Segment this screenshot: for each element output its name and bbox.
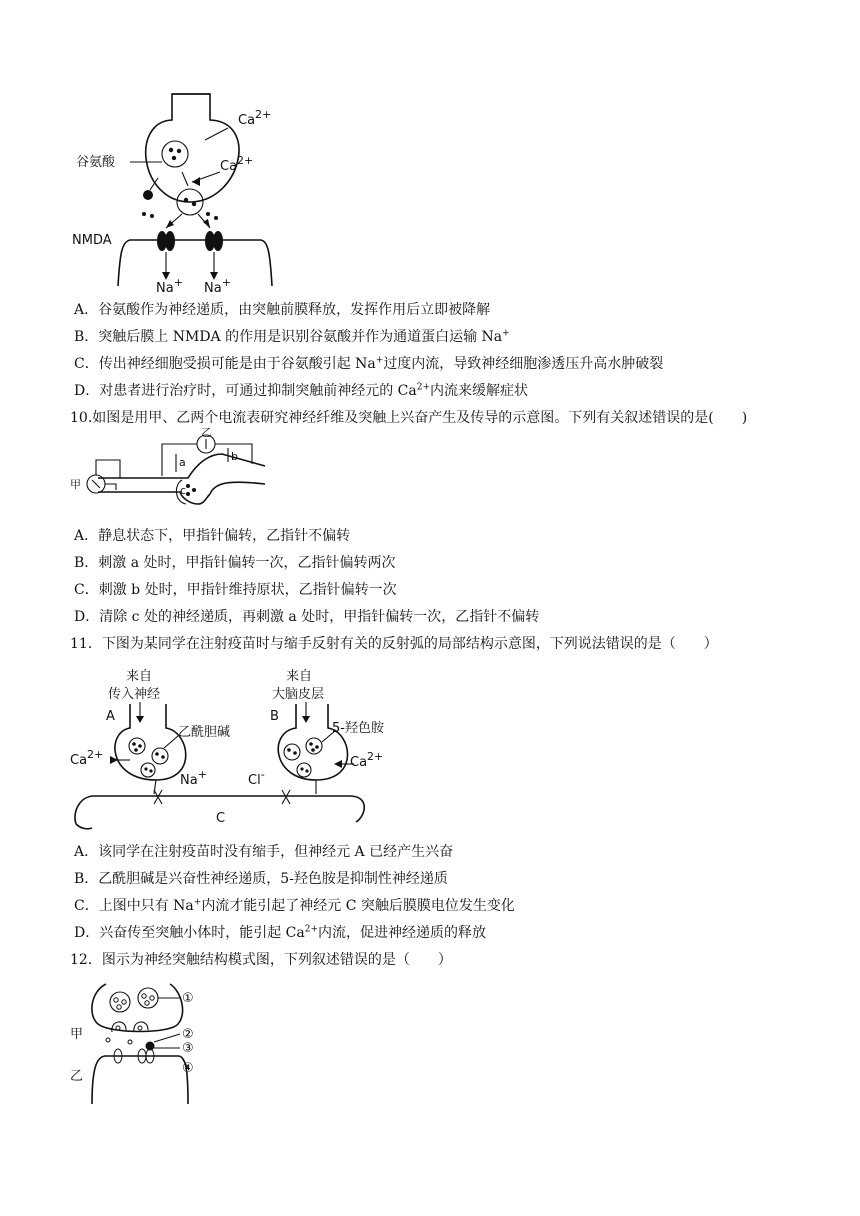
ca-label-a: $Ca^{2+}$ bbox=[70, 748, 104, 768]
cl-label: Cl- bbox=[248, 768, 265, 788]
q10-option-c: C．刺激 b 处时，甲指针维持原状，乙指针偏转一次 bbox=[74, 582, 397, 598]
nmda-label: NMDA bbox=[72, 233, 112, 248]
q10-option-d: D．清除 c 处的神经递质，再刺激 a 处时，甲指针偏转一次，乙指针不偏转 bbox=[74, 609, 540, 625]
label-1: ① bbox=[182, 991, 194, 1006]
from-a-line2: 传入神经 bbox=[108, 687, 161, 702]
label-yi: 乙 bbox=[70, 1069, 84, 1084]
label-jia: 甲 bbox=[70, 1027, 84, 1042]
q9-option-b: B．突触后膜上 NMDA 的作用是识别谷氨酸并作为通道蛋白运输 Na+ bbox=[74, 328, 510, 345]
ca-label-b: $Ca^{2+}$ bbox=[350, 750, 384, 770]
q9-option-c: C．传出神经细胞受损可能是由于谷氨酸引起 Na+过度内流，导致神经细胞渗透压升高水肿破裂 bbox=[74, 355, 664, 372]
from-b-line2: 大脑皮层 bbox=[272, 687, 325, 702]
q11-option-d: D．兴奋传至突触小体时，能引起 $Ca^{2+}$内流，促进神经递质的释放 bbox=[74, 924, 487, 941]
q9-option-a: A．谷氨酸作为神经递质，由突触前膜释放，发挥作用后立即被降解 bbox=[74, 302, 491, 318]
neuron-b-label: B bbox=[270, 709, 279, 724]
ammeter-nerve-figure bbox=[70, 426, 280, 522]
serotonin-label: 5-羟色胺 bbox=[332, 721, 384, 736]
label-4: ④ bbox=[182, 1061, 194, 1076]
q11-option-a: A．该同学在注射疫苗时没有缩手，但神经元 A 已经产生兴奋 bbox=[74, 844, 454, 860]
ammeter-yi-label: 乙 bbox=[201, 426, 212, 439]
na-label-right: Na+ bbox=[204, 276, 231, 296]
q10-option-a: A．静息状态下，甲指针偏转，乙指针不偏转 bbox=[74, 528, 351, 544]
neuron-a-label: A bbox=[106, 709, 115, 724]
q9-option-d: D．对患者进行治疗时，可通过抑制突触前神经元的 $Ca^{2+}$内流来缓解症状 bbox=[74, 382, 529, 399]
ammeter-jia-label: 甲 bbox=[70, 478, 81, 491]
neuron-c-label: C bbox=[216, 811, 226, 826]
q11-stem: 11．下图为某同学在注射疫苗时与缩手反射有关的反射弧的局部结构示意图，下列说法错误的是（ ） bbox=[70, 636, 718, 652]
label-3: ③ bbox=[182, 1041, 194, 1056]
q11-option-b: B．乙酰胆碱是兴奋性神经递质，5-羟色胺是抑制性神经递质 bbox=[74, 871, 448, 887]
q10-option-b: B．刺激 a 处时，甲指针偏转一次，乙指针偏转两次 bbox=[74, 555, 396, 571]
label-2: ② bbox=[182, 1027, 194, 1042]
ca-label-inner: $Ca^{2+}$ bbox=[220, 154, 254, 174]
q10-stem: 10.如图是用甲、乙两个电流表研究神经纤维及突触上兴奋产生及传导的示意图。下列有关叙述错误的是( ) bbox=[70, 410, 748, 426]
synapse-structure-figure bbox=[70, 980, 210, 1105]
glutamate-label: 谷氨酸 bbox=[76, 155, 116, 170]
na-label: Na+ bbox=[180, 768, 207, 788]
from-b-line1: 来自 bbox=[286, 669, 313, 684]
na-label-left: Na+ bbox=[156, 276, 183, 296]
glutamate-synapse-figure bbox=[70, 92, 290, 296]
point-c-label: c bbox=[180, 484, 187, 497]
from-a-line1: 来自 bbox=[126, 669, 153, 684]
point-b-label: b bbox=[231, 450, 238, 463]
ach-label: 乙酰胆碱 bbox=[178, 725, 231, 740]
q11-option-c: C．上图中只有 Na+内流才能引起了神经元 C 突触后膜膜电位发生变化 bbox=[74, 897, 515, 914]
q12-stem: 12．图示为神经突触结构模式图，下列叙述错误的是（ ） bbox=[70, 952, 452, 968]
reflex-arc-figure bbox=[70, 662, 384, 832]
point-a-label: a bbox=[179, 456, 186, 469]
ca-label-top: $Ca^{2+}$ bbox=[238, 108, 272, 128]
